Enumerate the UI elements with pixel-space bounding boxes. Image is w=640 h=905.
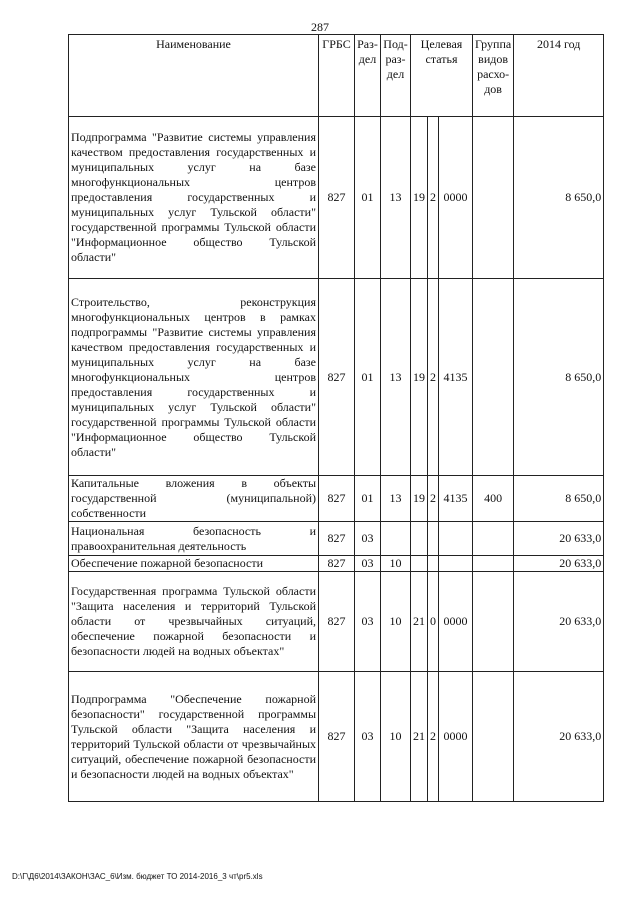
row-expense-group: 400 [473, 476, 514, 522]
row-target-code: 0000 [439, 117, 473, 279]
row-expense-group [473, 522, 514, 556]
row-name: Строительство, реконструкция многофункциональных центров в рамках подпрограммы "Развитие системы управления качеством предоставления государственных и муниципальных услуг на базе многофункциональных центров предоставления государственных и муниципальных услуг Тульской области" государственной программы Тульской области "Информационное общество Тульской области" [69, 279, 319, 476]
row-name: Капитальные вложения в объекты государственной (муниципальной) собственности [69, 476, 319, 522]
table-row [69, 522, 604, 556]
table-row [69, 279, 604, 476]
row-target-program: 19 [411, 476, 428, 522]
row-amount: 20 633,0 [514, 522, 604, 556]
header-expense-group: Группа видов расхо- дов [473, 35, 514, 117]
header-target-article: Целевая статья [411, 35, 473, 117]
row-amount: 8 650,0 [514, 476, 604, 522]
row-podrazdel: 13 [381, 279, 411, 476]
row-name: Подпрограмма "Развитие системы управления качеством предоставления государственных и муниципальных услуг на базе многофункциональных центров предоставления государственных и муниципальных услуг Тульской области" государственной программы Тульской области "Информационное общество Тульской области" [69, 117, 319, 279]
row-razdel: 01 [355, 476, 381, 522]
row-target-code [439, 522, 473, 556]
table-header-row [69, 35, 604, 117]
budget-table [68, 34, 604, 802]
row-expense-group [473, 117, 514, 279]
row-target-program: 19 [411, 117, 428, 279]
row-target-subprogram: 2 [428, 279, 439, 476]
row-podrazdel: 10 [381, 672, 411, 802]
row-target-subprogram [428, 522, 439, 556]
table-row [69, 572, 604, 672]
row-podrazdel [381, 522, 411, 556]
header-year: 2014 год [514, 35, 604, 117]
table-row [69, 117, 604, 279]
row-amount: 20 633,0 [514, 572, 604, 672]
row-razdel: 03 [355, 522, 381, 556]
table-row [69, 672, 604, 802]
file-path-footer: D:\Г\Д6\2014\ЗАКОН\ЗАС_6\Изм. бюджет ТО 2014-2016_3 чт\pr5.xls [12, 872, 263, 881]
row-grbs: 827 [319, 556, 355, 572]
row-razdel: 03 [355, 572, 381, 672]
row-amount: 8 650,0 [514, 279, 604, 476]
row-target-code: 4135 [439, 279, 473, 476]
row-target-program: 21 [411, 572, 428, 672]
row-name: Подпрограмма "Обеспечение пожарной безопасности" государственной программы Тульской области "Защита населения и территорий Тульской области от чрезвычайных ситуаций, обеспечение пожарной безопасности и безопасности людей на водных объектах" [69, 672, 319, 802]
table-row [69, 476, 604, 522]
row-expense-group [473, 572, 514, 672]
row-target-code: 0000 [439, 672, 473, 802]
row-expense-group [473, 279, 514, 476]
row-target-code: 0000 [439, 572, 473, 672]
row-grbs: 827 [319, 476, 355, 522]
row-target-program: 21 [411, 672, 428, 802]
row-grbs: 827 [319, 572, 355, 672]
row-target-program [411, 522, 428, 556]
header-grbs: ГРБС [319, 35, 355, 117]
row-target-code [439, 556, 473, 572]
row-target-program [411, 556, 428, 572]
row-grbs: 827 [319, 522, 355, 556]
header-razdel: Раз- дел [355, 35, 381, 117]
header-name: Наименование [69, 35, 319, 117]
row-expense-group [473, 672, 514, 802]
row-target-subprogram [428, 556, 439, 572]
row-target-code: 4135 [439, 476, 473, 522]
row-target-subprogram: 0 [428, 572, 439, 672]
row-podrazdel: 13 [381, 476, 411, 522]
row-grbs: 827 [319, 279, 355, 476]
header-podrazdel: Под- раз- дел [381, 35, 411, 117]
row-name: Государственная программа Тульской области "Защита населения и территорий Тульской области от чрезвычайных ситуаций, обеспечение пожарной безопасности и безопасности людей на водных объектах" [69, 572, 319, 672]
row-target-subprogram: 2 [428, 117, 439, 279]
row-expense-group [473, 556, 514, 572]
row-grbs: 827 [319, 672, 355, 802]
table-row [69, 556, 604, 572]
row-target-subprogram: 2 [428, 476, 439, 522]
row-amount: 8 650,0 [514, 117, 604, 279]
row-target-program: 19 [411, 279, 428, 476]
row-razdel: 01 [355, 279, 381, 476]
row-podrazdel: 10 [381, 556, 411, 572]
page-number: 287 [311, 20, 329, 34]
row-target-subprogram: 2 [428, 672, 439, 802]
row-razdel: 03 [355, 556, 381, 572]
row-razdel: 01 [355, 117, 381, 279]
row-amount: 20 633,0 [514, 672, 604, 802]
row-podrazdel: 13 [381, 117, 411, 279]
row-podrazdel: 10 [381, 572, 411, 672]
row-razdel: 03 [355, 672, 381, 802]
row-name: Обеспечение пожарной безопасности [69, 556, 319, 572]
row-name: Национальная безопасность и правоохранительная деятельность [69, 522, 319, 556]
row-grbs: 827 [319, 117, 355, 279]
row-amount: 20 633,0 [514, 556, 604, 572]
